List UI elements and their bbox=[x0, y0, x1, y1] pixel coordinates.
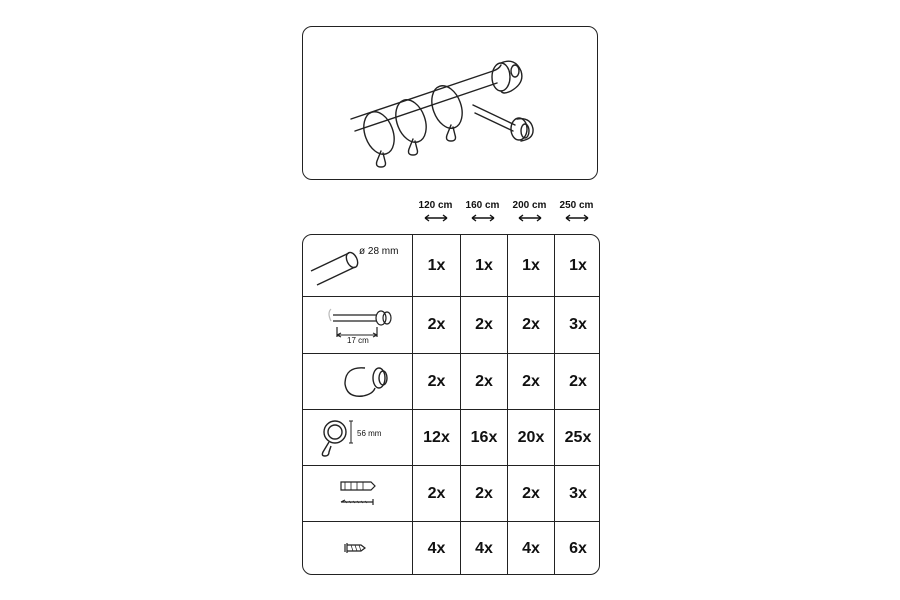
qty-cell: 2x bbox=[427, 484, 446, 502]
qty-cell: 1x bbox=[460, 235, 507, 296]
qty-cell: 3x bbox=[554, 297, 600, 353]
part-image-cell bbox=[303, 235, 413, 296]
size-header-160 bbox=[459, 200, 506, 222]
table-row-screw bbox=[303, 521, 599, 575]
part-image-cell bbox=[303, 522, 413, 575]
screw-icon bbox=[303, 522, 413, 575]
size-headers bbox=[412, 200, 600, 228]
double-arrow-icon bbox=[470, 214, 496, 222]
part-image-cell bbox=[303, 410, 413, 465]
ring-icon bbox=[303, 410, 413, 466]
table-row-ring bbox=[303, 409, 599, 465]
qty-cell: 2x bbox=[460, 297, 507, 353]
qty-cell: 2x bbox=[507, 354, 554, 409]
table-row-finial bbox=[303, 353, 599, 409]
size-header-200 bbox=[506, 200, 553, 222]
part-image-cell bbox=[303, 297, 413, 353]
qty-cell: 2x bbox=[460, 466, 507, 521]
parts-table bbox=[302, 234, 600, 575]
qty-cell: 6x bbox=[554, 522, 600, 575]
qty-cell: 1x bbox=[554, 235, 600, 296]
qty-cell: 16x bbox=[460, 410, 507, 465]
qty-cell: 3x bbox=[554, 466, 600, 521]
qty-cell: 25x bbox=[554, 410, 600, 465]
qty-cell: 12x bbox=[423, 428, 450, 446]
size-label: 200 cm bbox=[512, 200, 547, 211]
qty-cell: 2x bbox=[507, 297, 554, 353]
qty-cell: 1x bbox=[427, 256, 446, 274]
qty-cell: 2x bbox=[554, 354, 600, 409]
rod-icon bbox=[303, 235, 413, 296]
wall-plug-icon bbox=[303, 466, 413, 522]
ring-diameter-label: 56 mm bbox=[357, 429, 382, 438]
double-arrow-icon bbox=[564, 214, 590, 222]
double-arrow-icon bbox=[423, 214, 449, 222]
table-row-rod bbox=[303, 235, 599, 296]
size-label: 160 cm bbox=[465, 200, 500, 211]
qty-cell: 2x bbox=[427, 372, 446, 390]
size-label: 250 cm bbox=[559, 200, 594, 211]
table-row-wall-plug-screw bbox=[303, 465, 599, 521]
bracket-icon bbox=[303, 297, 413, 354]
qty-cell: 2x bbox=[427, 316, 446, 333]
table-row-bracket bbox=[303, 296, 599, 353]
part-image-cell bbox=[303, 354, 413, 409]
qty-cell: 4x bbox=[427, 540, 446, 557]
qty-cell: 2x bbox=[507, 466, 554, 521]
part-image-cell bbox=[303, 466, 413, 521]
curtain-rod-illustration bbox=[303, 27, 599, 181]
size-header-250 bbox=[553, 200, 600, 222]
qty-cell: 20x bbox=[507, 410, 554, 465]
finial-icon bbox=[303, 354, 413, 410]
qty-cell: 4x bbox=[460, 522, 507, 575]
size-header-120 bbox=[412, 200, 459, 222]
product-illustration bbox=[302, 26, 598, 180]
double-arrow-icon bbox=[517, 214, 543, 222]
qty-cell: 1x bbox=[507, 235, 554, 296]
rod-diameter-label: ø 28 mm bbox=[359, 246, 399, 257]
qty-cell: 2x bbox=[460, 354, 507, 409]
bracket-length-label: 17 cm bbox=[347, 336, 369, 345]
size-label: 120 cm bbox=[418, 200, 453, 211]
qty-cell: 4x bbox=[507, 522, 554, 575]
